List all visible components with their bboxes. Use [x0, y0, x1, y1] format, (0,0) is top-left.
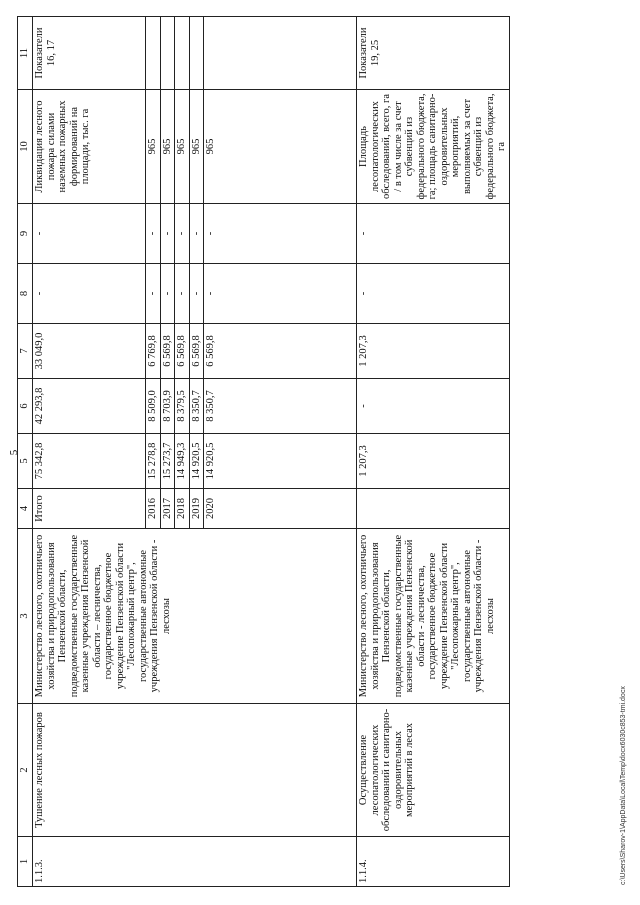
column-header: 4: [18, 489, 33, 529]
total-cell: 14 949,3: [175, 434, 190, 489]
value-cell: -: [33, 264, 146, 324]
value-cell: 33 049,0: [33, 324, 146, 379]
value-cell: 8 350,7: [204, 379, 357, 434]
value-cell: 965: [189, 90, 204, 204]
total-cell: 15 273,7: [160, 434, 175, 489]
value-cell: -: [146, 204, 161, 264]
empty-cell: [146, 17, 161, 90]
year-cell: Итого: [33, 489, 146, 529]
value-cell: -: [357, 379, 510, 434]
program-table: [17, 16, 510, 887]
total-cell: 1 207,3: [357, 434, 510, 489]
column-header: 9: [18, 204, 33, 264]
year-cell: 2019: [189, 489, 204, 529]
total-cell: 15 278,8: [146, 434, 161, 489]
indicator-ref: Показатели 19, 25: [357, 17, 510, 90]
column-header: 5: [18, 434, 33, 489]
value-cell: 6 569,8: [175, 324, 190, 379]
column-header: 10: [18, 90, 33, 204]
value-cell: -: [160, 204, 175, 264]
executor: Министерство лесного, охотничьего хозяйства и природопользования Пензенской области, подведомственные государственные казенные учреждения Пензенской области – лесничества, государственное бюджетное учреждение Пензенской области "Лесопожарный центр", государственные автономные учреждения Пензенской области - лесхозы: [33, 529, 357, 704]
indicator-text: Площадь лесопатологических обследований, всего, га / в том числе за счет субвенций из федерального бюджета, га; площадь санитарно-оздоровительных мероприятий, выполняемых за счет субвенций из федерального бюджета, га: [357, 90, 510, 204]
row-number: 1.1.4.: [357, 837, 510, 887]
year-cell: 2020: [204, 489, 357, 529]
value-cell: -: [175, 264, 190, 324]
column-header: 6: [18, 379, 33, 434]
column-header: 7: [18, 324, 33, 379]
value-cell: -: [189, 204, 204, 264]
year-cell: 2017: [160, 489, 175, 529]
column-header: 1: [18, 837, 33, 887]
value-cell: -: [204, 264, 357, 324]
event-name: Тушение лесных пожаров: [33, 704, 357, 837]
value-cell: 8 350,7: [189, 379, 204, 434]
total-cell: 14 920,5: [189, 434, 204, 489]
page-number: 5: [8, 449, 20, 456]
value-cell: 8 509,0: [146, 379, 161, 434]
value-cell: 6 769,8: [146, 324, 161, 379]
empty-cell: [204, 17, 357, 90]
value-cell: -: [175, 204, 190, 264]
value-cell: 6 569,8: [204, 324, 357, 379]
header-row: [18, 17, 33, 887]
value-cell: 8 379,5: [175, 379, 190, 434]
value-cell: 6 569,8: [189, 324, 204, 379]
value-cell: -: [357, 264, 510, 324]
value-cell: -: [33, 204, 146, 264]
table-row: [33, 17, 146, 887]
value-cell: 8 703,9: [160, 379, 175, 434]
year-cell: [357, 489, 510, 529]
value-cell: 965: [175, 90, 190, 204]
row-number: 1.1.3.: [33, 837, 357, 887]
column-header: 11: [18, 17, 33, 90]
value-cell: 965: [160, 90, 175, 204]
total-cell: 75 342,8: [33, 434, 146, 489]
value-cell: -: [189, 264, 204, 324]
column-header: 8: [18, 264, 33, 324]
empty-cell: [160, 17, 175, 90]
value-cell: -: [146, 264, 161, 324]
column-header: 3: [18, 529, 33, 704]
indicator-text: Ликвидация лесного пожара силами наземных пожарных формирований на площади, тыс. га: [33, 90, 146, 204]
value-cell: 6 569,8: [160, 324, 175, 379]
value-cell: -: [204, 204, 357, 264]
table-row: [357, 17, 510, 887]
event-name: Осуществление лесопатологических обследований и санитарно-оздоровительных мероприятий в лесах: [357, 704, 510, 837]
empty-cell: [175, 17, 190, 90]
year-cell: 2018: [175, 489, 190, 529]
column-header: 2: [18, 704, 33, 837]
year-cell: 2016: [146, 489, 161, 529]
executor: Министерство лесного, охотничьего хозяйства и природопользования Пензенской области, подведомственные государственные казенные учреждения Пензенской области - лесничества, государственное бюджетное учреждение Пензенской области "Лесопожарный центр", государственные автономные учреждения Пензенской области - лесхозы: [357, 529, 510, 704]
total-cell: 14 920,5: [204, 434, 357, 489]
value-cell: 965: [204, 90, 357, 204]
indicator-ref: Показатели 16, 17: [33, 17, 146, 90]
file-path-footer: c:\Users\Sharov-1\AppData\Local\Temp\docx6030c853-tmi.docx: [620, 686, 627, 885]
value-cell: -: [160, 264, 175, 324]
value-cell: -: [357, 204, 510, 264]
value-cell: 965: [146, 90, 161, 204]
value-cell: 1 207,3: [357, 324, 510, 379]
value-cell: 42 293,8: [33, 379, 146, 434]
empty-cell: [189, 17, 204, 90]
